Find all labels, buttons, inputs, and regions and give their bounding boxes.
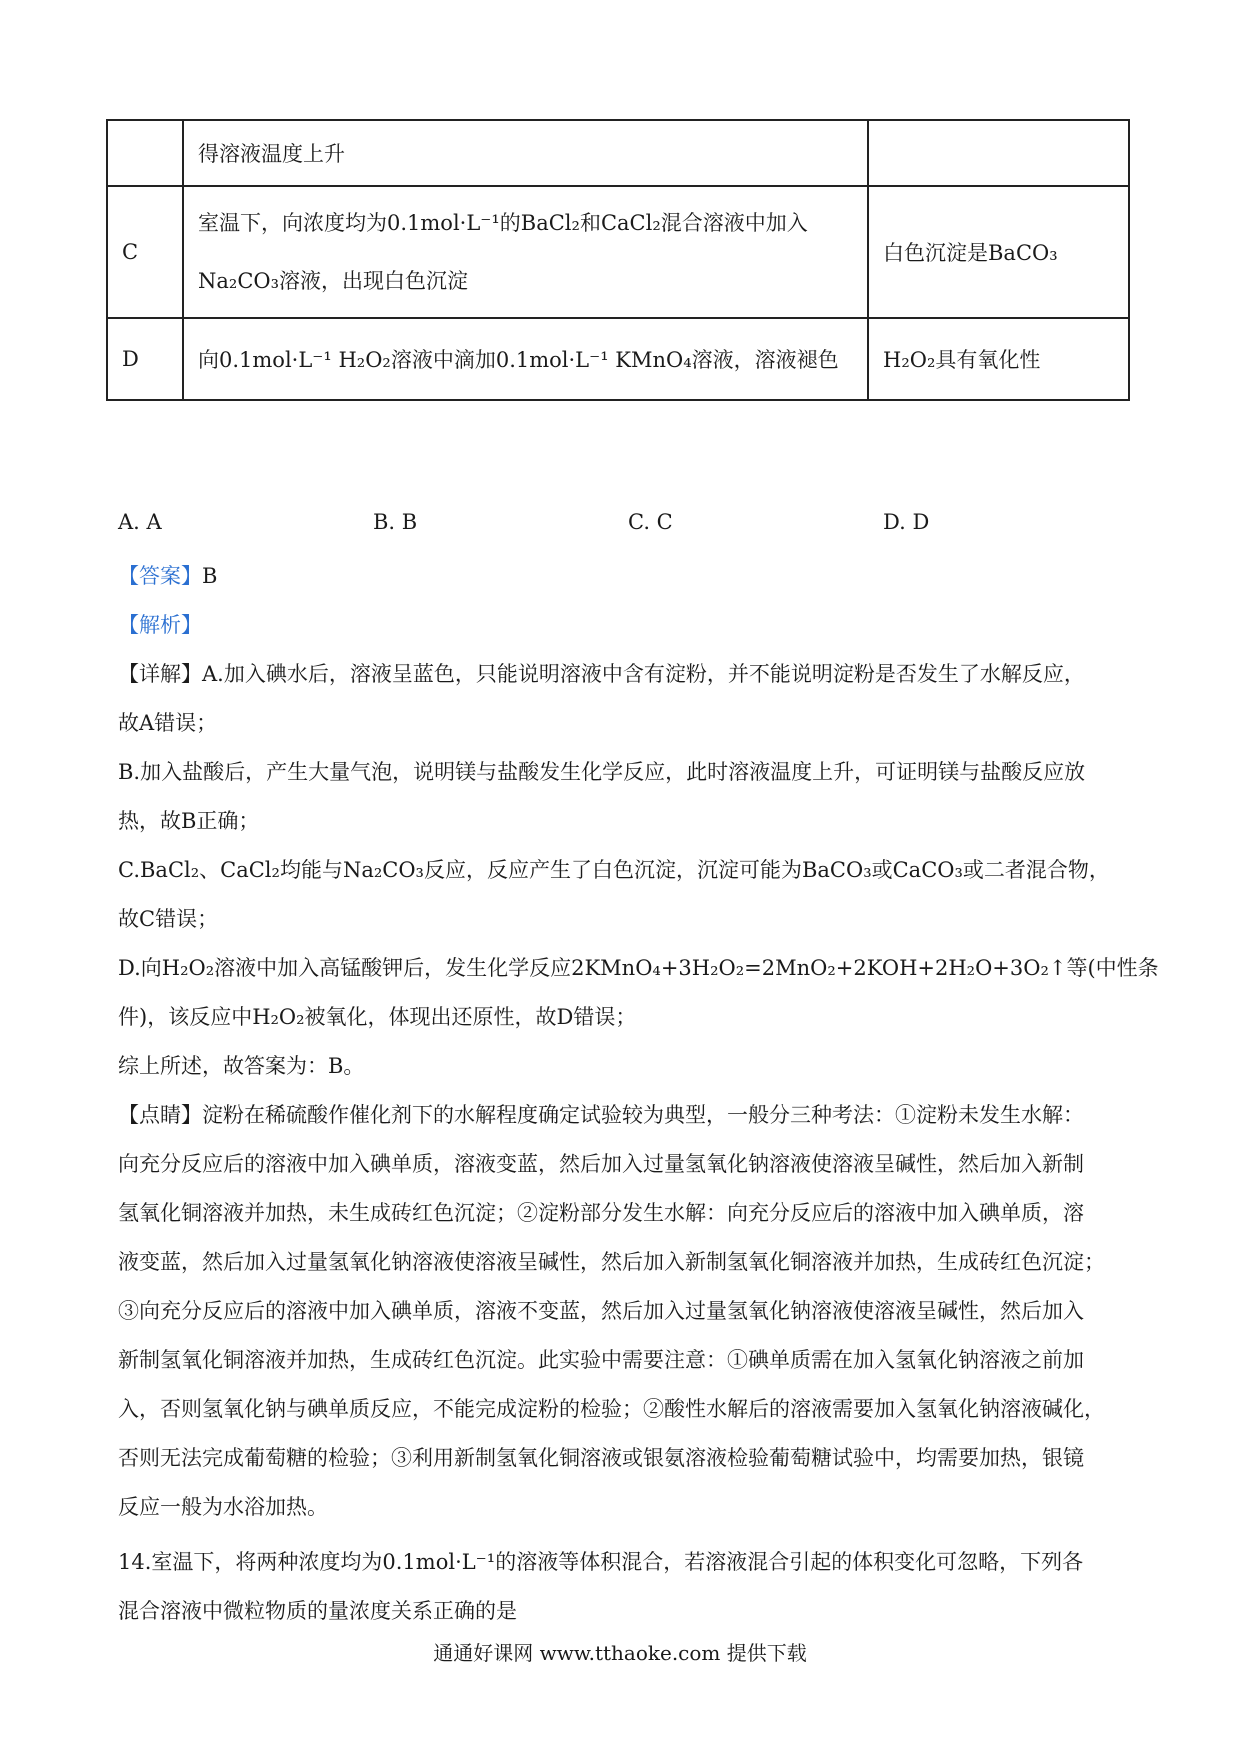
tip-line: 入，否则氢氧化钠与碘单质反应，不能完成淀粉的检验；②酸性水解后的溶液需要加入氢氧化钠溶液碱化， <box>118 1397 1105 1421</box>
detail-line: B.加入盐酸后，产生大量气泡，说明镁与盐酸发生化学反应，此时溶液温度上升，可证明镁与盐酸反应放 <box>118 760 1086 784</box>
tip-line: 否则无法完成葡萄糖的检验；③利用新制氢氧化铜溶液或银氨溶液检验葡萄糖试验中，均需要加热，银镜 <box>118 1446 1084 1470</box>
tip-text: 淀粉在稀硫酸作催化剂下的水解程度确定试验较为典型，一般分三种考法：①淀粉未发生水解： <box>202 1103 1084 1127</box>
detail-line: 热，故B正确； <box>118 809 260 833</box>
row-label <box>107 120 183 186</box>
table-row <box>107 186 1129 318</box>
detail-line <box>118 658 1085 688</box>
answer-tag: 【答案】 <box>118 564 202 588</box>
analysis-heading <box>118 609 202 639</box>
tip-line: 反应一般为水浴加热。 <box>118 1495 328 1519</box>
tip-line: ③向充分反应后的溶液中加入碘单质，溶液不变蓝，然后加入过量氢氧化钠溶液使溶液呈碱性，然后加入 <box>118 1299 1084 1323</box>
row-label: C <box>107 186 183 318</box>
answer-options <box>118 510 1018 540</box>
question-14-line: 14.室温下，将两种浓度均为0.1mol·L⁻¹的溶液等体积混合，若溶液混合引起的体积变化可忽略，下列各 <box>118 1550 1084 1574</box>
option-d: D. D <box>883 510 930 534</box>
row-conclusion: H₂O₂具有氧化性 <box>868 318 1129 400</box>
detail-line: D.向H₂O₂溶液中加入高锰酸钾后，发生化学反应2KMnO₄+3H₂O₂=2MnO₂+2KOH+2H₂O+3O₂↑等(中性条 <box>118 956 1159 980</box>
detail-line: 综上所述，故答案为：B。 <box>118 1054 365 1078</box>
tip-line <box>118 1099 1084 1129</box>
experiment-table <box>106 119 1130 401</box>
analysis-tag: 【解析】 <box>118 613 202 637</box>
row-conclusion: 白色沉淀是BaCO₃ <box>868 186 1129 318</box>
row-content-line: 室温下，向浓度均为0.1mol·L⁻¹的BaCl₂和CaCl₂混合溶液中加入 <box>198 211 808 235</box>
answer-line <box>118 560 217 590</box>
row-content: 得溶液温度上升 <box>183 120 868 186</box>
row-label: D <box>107 318 183 400</box>
detail-line: 故A错误； <box>118 711 218 735</box>
option-a: A. A <box>118 510 162 534</box>
row-content-line: Na₂CO₃溶液，出现白色沉淀 <box>198 269 469 293</box>
detail-tag: 【详解】 <box>118 662 202 686</box>
row-content <box>183 186 868 318</box>
answer-value: B <box>202 564 218 588</box>
question-14-line: 混合溶液中微粒物质的量浓度关系正确的是 <box>118 1599 517 1623</box>
tip-line: 新制氢氧化铜溶液并加热，生成砖红色沉淀。此实验中需要注意：①碘单质需在加入氢氧化钠溶液之前加 <box>118 1348 1084 1372</box>
option-c: C. C <box>628 510 673 534</box>
option-b: B. B <box>373 510 418 534</box>
table-row <box>107 120 1129 186</box>
detail-text: A.加入碘水后，溶液呈蓝色，只能说明溶液中含有淀粉，并不能说明淀粉是否发生了水解反应， <box>202 662 1085 686</box>
tip-line: 氢氧化铜溶液并加热，未生成砖红色沉淀；②淀粉部分发生水解：向充分反应后的溶液中加入碘单质，溶 <box>118 1201 1084 1225</box>
tip-line: 液变蓝，然后加入过量氢氧化钠溶液使溶液呈碱性，然后加入新制氢氧化铜溶液并加热，生成砖红色沉淀； <box>118 1250 1105 1274</box>
tip-line: 向充分反应后的溶液中加入碘单质，溶液变蓝，然后加入过量氢氧化钠溶液使溶液呈碱性，然后加入新制 <box>118 1152 1084 1176</box>
row-conclusion <box>868 120 1129 186</box>
row-content: 向0.1mol·L⁻¹ H₂O₂溶液中滴加0.1mol·L⁻¹ KMnO₄溶液，溶液褪色 <box>183 318 868 400</box>
table-row <box>107 318 1129 400</box>
detail-line: C.BaCl₂、CaCl₂均能与Na₂CO₃反应，反应产生了白色沉淀，沉淀可能为BaCO₃或CaCO₃或二者混合物， <box>118 858 1110 882</box>
page-footer: 通通好课网 www.tthaoke.com 提供下载 <box>433 1641 807 1665</box>
detail-line: 件)，该反应中H₂O₂被氧化，体现出还原性，故D错误； <box>118 1005 637 1029</box>
tip-tag: 【点睛】 <box>118 1103 202 1127</box>
detail-line: 故C错误； <box>118 907 219 931</box>
